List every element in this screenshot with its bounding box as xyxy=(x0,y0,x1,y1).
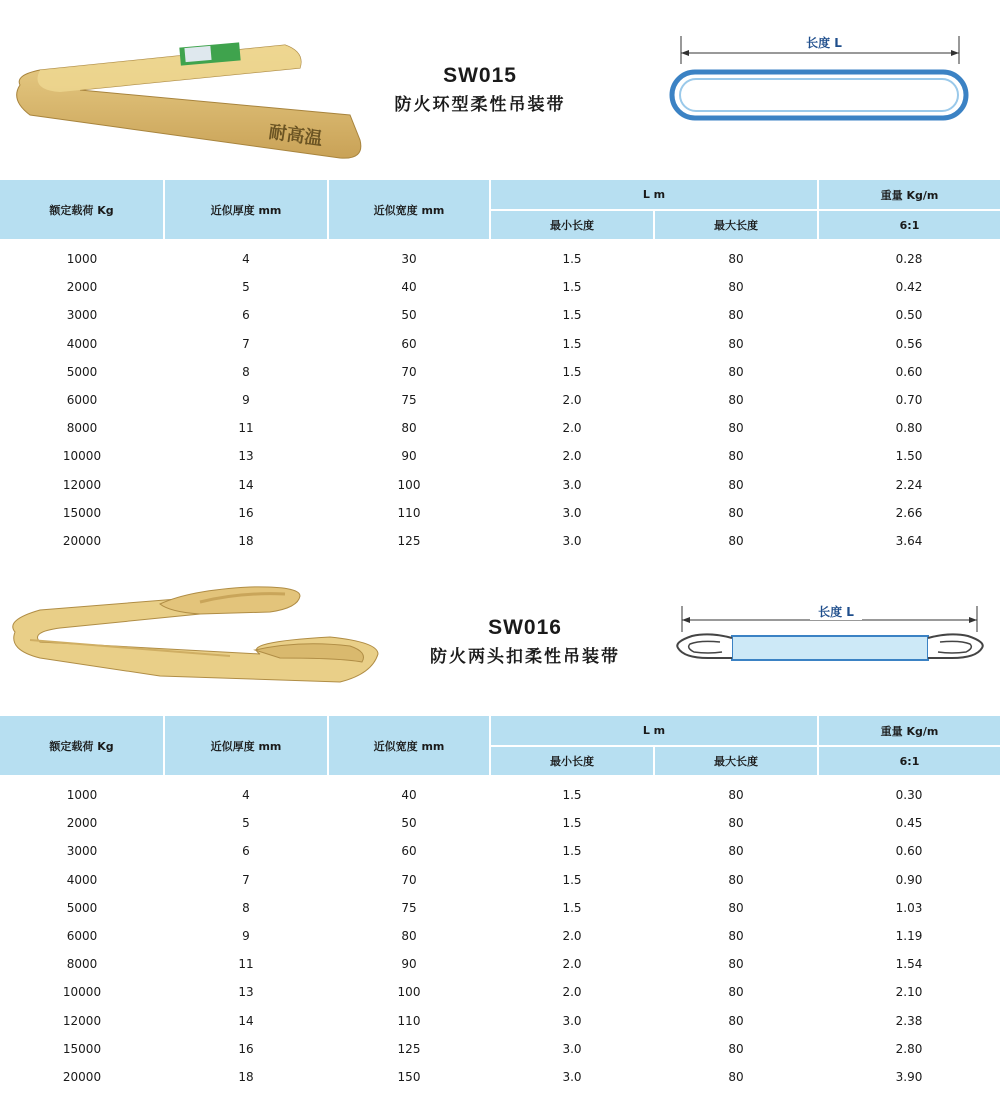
spec-table-body xyxy=(0,776,1000,1091)
length-label: 长度 L xyxy=(806,36,842,50)
cell-weight: 2.66 xyxy=(895,505,923,520)
cell-width: 80 xyxy=(401,929,417,944)
table-row xyxy=(0,866,1000,894)
cell-load: 10000 xyxy=(62,985,102,1000)
cell-load: 8000 xyxy=(66,957,98,972)
spec-table-sw015 xyxy=(0,180,1000,555)
cell-width: 100 xyxy=(397,477,421,492)
cell-max-length: 80 xyxy=(728,1041,744,1056)
cell-thickness: 14 xyxy=(238,477,254,492)
cell-width: 75 xyxy=(401,900,417,915)
cell-load: 4000 xyxy=(66,336,98,351)
cell-width: 100 xyxy=(397,985,421,1000)
spec-table-sw016 xyxy=(0,716,1000,1091)
cell-thickness: 8 xyxy=(242,900,250,915)
sling-photo-endless xyxy=(0,30,370,170)
cell-max-length: 80 xyxy=(728,1013,744,1028)
cell-weight: 1.03 xyxy=(895,900,923,915)
cell-min-length: 1.5 xyxy=(562,364,582,379)
cell-max-length: 80 xyxy=(728,308,744,323)
cell-max-length: 80 xyxy=(728,505,744,520)
cell-width: 50 xyxy=(401,308,417,323)
cell-min-length: 3.0 xyxy=(562,505,582,520)
header-load: 额定载荷 Kg xyxy=(0,716,164,776)
table-row xyxy=(0,442,1000,470)
cell-width: 110 xyxy=(397,1013,421,1028)
cell-weight: 1.50 xyxy=(895,449,923,464)
cell-min-length: 2.0 xyxy=(562,449,582,464)
cell-min-length: 1.5 xyxy=(562,816,582,831)
cell-max-length: 80 xyxy=(728,816,744,831)
table-row xyxy=(0,809,1000,837)
table-row xyxy=(0,471,1000,499)
cell-weight: 2.80 xyxy=(895,1041,923,1056)
cell-weight: 0.80 xyxy=(895,421,923,436)
header-weight: 重量 Kg/m xyxy=(818,716,1000,746)
cell-load: 8000 xyxy=(66,421,98,436)
cell-min-length: 3.0 xyxy=(562,533,582,548)
cell-thickness: 7 xyxy=(242,872,250,887)
cell-weight: 0.28 xyxy=(895,252,923,267)
cell-load: 6000 xyxy=(66,393,98,408)
product-name: 防火环型柔性吊装带 xyxy=(394,95,566,115)
cell-thickness: 9 xyxy=(242,929,250,944)
table-row xyxy=(0,330,1000,358)
cell-load: 3000 xyxy=(66,308,98,323)
cell-min-length: 1.5 xyxy=(562,788,582,803)
table-row xyxy=(0,1035,1000,1063)
cell-width: 50 xyxy=(401,816,417,831)
cell-weight: 0.60 xyxy=(895,844,923,859)
cell-min-length: 3.0 xyxy=(562,1041,582,1056)
photo-print-text: 耐高温 xyxy=(267,121,324,150)
cell-width: 60 xyxy=(401,844,417,859)
cell-load: 15000 xyxy=(62,505,102,520)
header-thickness: 近似厚度 mm xyxy=(164,716,328,776)
cell-width: 30 xyxy=(401,252,417,267)
header-thickness: 近似厚度 mm xyxy=(164,180,328,240)
cell-weight: 0.90 xyxy=(895,872,923,887)
header-ratio: 6:1 xyxy=(818,210,1000,240)
cell-thickness: 13 xyxy=(238,449,254,464)
cell-thickness: 16 xyxy=(238,1041,254,1056)
cell-thickness: 13 xyxy=(238,985,254,1000)
cell-min-length: 3.0 xyxy=(562,1013,582,1028)
cell-thickness: 5 xyxy=(242,816,250,831)
model-code: SW016 xyxy=(488,616,562,639)
header-ratio: 6:1 xyxy=(818,746,1000,776)
cell-thickness: 18 xyxy=(238,1069,254,1084)
cell-width: 60 xyxy=(401,336,417,351)
cell-max-length: 80 xyxy=(728,252,744,267)
cell-min-length: 1.5 xyxy=(562,308,582,323)
cell-load: 15000 xyxy=(62,1041,102,1056)
cell-width: 150 xyxy=(397,1069,421,1084)
cell-load: 2000 xyxy=(66,816,98,831)
cell-load: 5000 xyxy=(66,364,98,379)
cell-thickness: 6 xyxy=(242,844,250,859)
cell-max-length: 80 xyxy=(728,872,744,887)
table-row xyxy=(0,499,1000,527)
cell-min-length: 1.5 xyxy=(562,252,582,267)
length-diagram-endless xyxy=(664,32,974,124)
cell-max-length: 80 xyxy=(728,280,744,295)
cell-thickness: 16 xyxy=(238,505,254,520)
header-width: 近似宽度 mm xyxy=(328,716,490,776)
cell-min-length: 1.5 xyxy=(562,844,582,859)
cell-weight: 2.10 xyxy=(895,985,923,1000)
cell-max-length: 80 xyxy=(728,533,744,548)
cell-weight: 0.42 xyxy=(895,280,923,295)
product-title-block xyxy=(410,616,640,667)
cell-max-length: 80 xyxy=(728,957,744,972)
cell-load: 1000 xyxy=(66,788,98,803)
cell-width: 40 xyxy=(401,788,417,803)
table-row xyxy=(0,837,1000,865)
cell-min-length: 1.5 xyxy=(562,900,582,915)
cell-width: 70 xyxy=(401,872,417,887)
table-row xyxy=(0,978,1000,1006)
table-row xyxy=(0,776,1000,809)
table-row xyxy=(0,386,1000,414)
cell-min-length: 2.0 xyxy=(562,393,582,408)
sling-photo-eye-type xyxy=(0,582,390,692)
cell-thickness: 14 xyxy=(238,1013,254,1028)
cell-min-length: 2.0 xyxy=(562,985,582,1000)
header-load: 额定载荷 Kg xyxy=(0,180,164,240)
cell-weight: 0.50 xyxy=(895,308,923,323)
header-weight: 重量 Kg/m xyxy=(818,180,1000,210)
table-row xyxy=(0,414,1000,442)
cell-min-length: 1.5 xyxy=(562,336,582,351)
table-row xyxy=(0,527,1000,555)
cell-max-length: 80 xyxy=(728,477,744,492)
cell-thickness: 11 xyxy=(238,957,254,972)
cell-max-length: 80 xyxy=(728,929,744,944)
cell-load: 3000 xyxy=(66,844,98,859)
cell-load: 20000 xyxy=(62,1069,102,1084)
cell-load: 1000 xyxy=(66,252,98,267)
table-row xyxy=(0,358,1000,386)
length-label: 长度 L xyxy=(818,605,854,619)
table-row xyxy=(0,1063,1000,1091)
cell-width: 40 xyxy=(401,280,417,295)
cell-weight: 0.60 xyxy=(895,364,923,379)
cell-weight: 0.56 xyxy=(895,336,923,351)
cell-weight: 0.30 xyxy=(895,788,923,803)
cell-load: 20000 xyxy=(62,533,102,548)
cell-min-length: 2.0 xyxy=(562,421,582,436)
cell-min-length: 2.0 xyxy=(562,929,582,944)
header-max-length: 最大长度 xyxy=(654,210,818,240)
length-diagram-eye-type xyxy=(670,602,990,666)
product-title-block xyxy=(380,64,580,115)
cell-weight: 2.38 xyxy=(895,1013,923,1028)
spec-table-body xyxy=(0,240,1000,555)
cell-thickness: 6 xyxy=(242,308,250,323)
header-width: 近似宽度 mm xyxy=(328,180,490,240)
cell-max-length: 80 xyxy=(728,449,744,464)
cell-weight: 2.24 xyxy=(895,477,923,492)
table-row xyxy=(0,1007,1000,1035)
cell-max-length: 80 xyxy=(728,393,744,408)
cell-load: 6000 xyxy=(66,929,98,944)
cell-width: 75 xyxy=(401,393,417,408)
cell-thickness: 7 xyxy=(242,336,250,351)
table-row xyxy=(0,240,1000,273)
cell-load: 5000 xyxy=(66,900,98,915)
cell-min-length: 1.5 xyxy=(562,280,582,295)
cell-width: 110 xyxy=(397,505,421,520)
cell-load: 2000 xyxy=(66,280,98,295)
cell-weight: 1.19 xyxy=(895,929,923,944)
cell-max-length: 80 xyxy=(728,421,744,436)
cell-min-length: 3.0 xyxy=(562,477,582,492)
cell-min-length: 1.5 xyxy=(562,872,582,887)
cell-load: 4000 xyxy=(66,872,98,887)
cell-weight: 1.54 xyxy=(895,957,923,972)
cell-weight: 0.45 xyxy=(895,816,923,831)
cell-max-length: 80 xyxy=(728,788,744,803)
cell-width: 80 xyxy=(401,421,417,436)
cell-min-length: 2.0 xyxy=(562,957,582,972)
cell-thickness: 4 xyxy=(242,788,250,803)
cell-load: 10000 xyxy=(62,449,102,464)
cell-thickness: 11 xyxy=(238,421,254,436)
product-name: 防火两头扣柔性吊装带 xyxy=(430,647,620,667)
cell-max-length: 80 xyxy=(728,844,744,859)
header-length-group: L m xyxy=(490,716,818,746)
cell-width: 70 xyxy=(401,364,417,379)
cell-width: 90 xyxy=(401,449,417,464)
cell-width: 125 xyxy=(397,533,421,548)
table-row xyxy=(0,950,1000,978)
table-row xyxy=(0,894,1000,922)
model-code: SW015 xyxy=(443,64,517,87)
cell-thickness: 18 xyxy=(238,533,254,548)
table-row xyxy=(0,922,1000,950)
cell-max-length: 80 xyxy=(728,1069,744,1084)
table-row xyxy=(0,273,1000,301)
cell-thickness: 5 xyxy=(242,280,250,295)
table-row xyxy=(0,301,1000,329)
cell-thickness: 9 xyxy=(242,393,250,408)
cell-load: 12000 xyxy=(62,1013,102,1028)
cell-width: 125 xyxy=(397,1041,421,1056)
header-min-length: 最小长度 xyxy=(490,746,654,776)
cell-max-length: 80 xyxy=(728,985,744,1000)
cell-max-length: 80 xyxy=(728,364,744,379)
cell-max-length: 80 xyxy=(728,336,744,351)
cell-thickness: 4 xyxy=(242,252,250,267)
cell-min-length: 3.0 xyxy=(562,1069,582,1084)
cell-weight: 3.90 xyxy=(895,1069,923,1084)
cell-max-length: 80 xyxy=(728,900,744,915)
cell-weight: 0.70 xyxy=(895,393,923,408)
cell-width: 90 xyxy=(401,957,417,972)
cell-weight: 3.64 xyxy=(895,533,923,548)
cell-load: 12000 xyxy=(62,477,102,492)
header-length-group: L m xyxy=(490,180,818,210)
header-min-length: 最小长度 xyxy=(490,210,654,240)
cell-thickness: 8 xyxy=(242,364,250,379)
header-max-length: 最大长度 xyxy=(654,746,818,776)
